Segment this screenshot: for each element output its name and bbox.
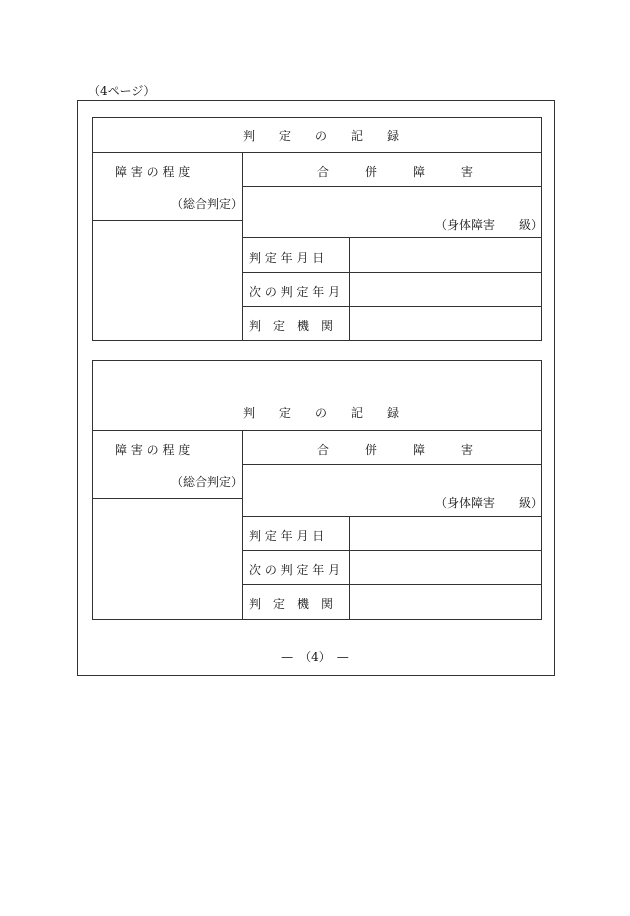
judgment-agency-cell[interactable]: [350, 307, 541, 340]
next-judgment-cell[interactable]: [350, 273, 541, 306]
disability-grade-label: （身体障害 級）: [435, 496, 544, 510]
record-title: 判 定 の 記 録: [243, 406, 400, 420]
judgment-date-cell[interactable]: [350, 517, 541, 550]
next-judgment-label: 次 の 判 定 年 月: [249, 563, 341, 577]
disability-grade-label: （身体障害 級）: [435, 218, 544, 232]
page-number-footer: — （4） —: [281, 650, 349, 664]
record-title: 判 定 の 記 録: [243, 129, 400, 143]
page-label: （4ページ）: [88, 84, 156, 98]
next-judgment-cell[interactable]: [350, 551, 541, 584]
degree-label: 障 害 の 程 度: [115, 443, 191, 457]
degree-value-cell[interactable]: [93, 221, 242, 340]
judgment-record-2: [92, 360, 542, 620]
judgment-date-label: 判 定 年 月 日: [249, 529, 325, 543]
degree-sub-label: （総合判定）: [171, 475, 244, 489]
combined-disability-label: 合 併 障 害: [317, 165, 474, 179]
next-judgment-label: 次 の 判 定 年 月: [249, 285, 341, 299]
degree-label: 障 害 の 程 度: [115, 165, 191, 179]
judgment-date-cell[interactable]: [350, 238, 541, 272]
degree-value-cell[interactable]: [93, 499, 242, 619]
degree-sub-label: （総合判定）: [171, 197, 244, 211]
judgment-agency-label: 判 定 機 関: [249, 319, 334, 333]
judgment-record-1: [92, 117, 542, 341]
judgment-agency-cell[interactable]: [350, 585, 541, 619]
combined-disability-label: 合 併 障 害: [317, 443, 474, 457]
judgment-agency-label: 判 定 機 関: [249, 597, 334, 611]
judgment-date-label: 判 定 年 月 日: [249, 251, 325, 265]
